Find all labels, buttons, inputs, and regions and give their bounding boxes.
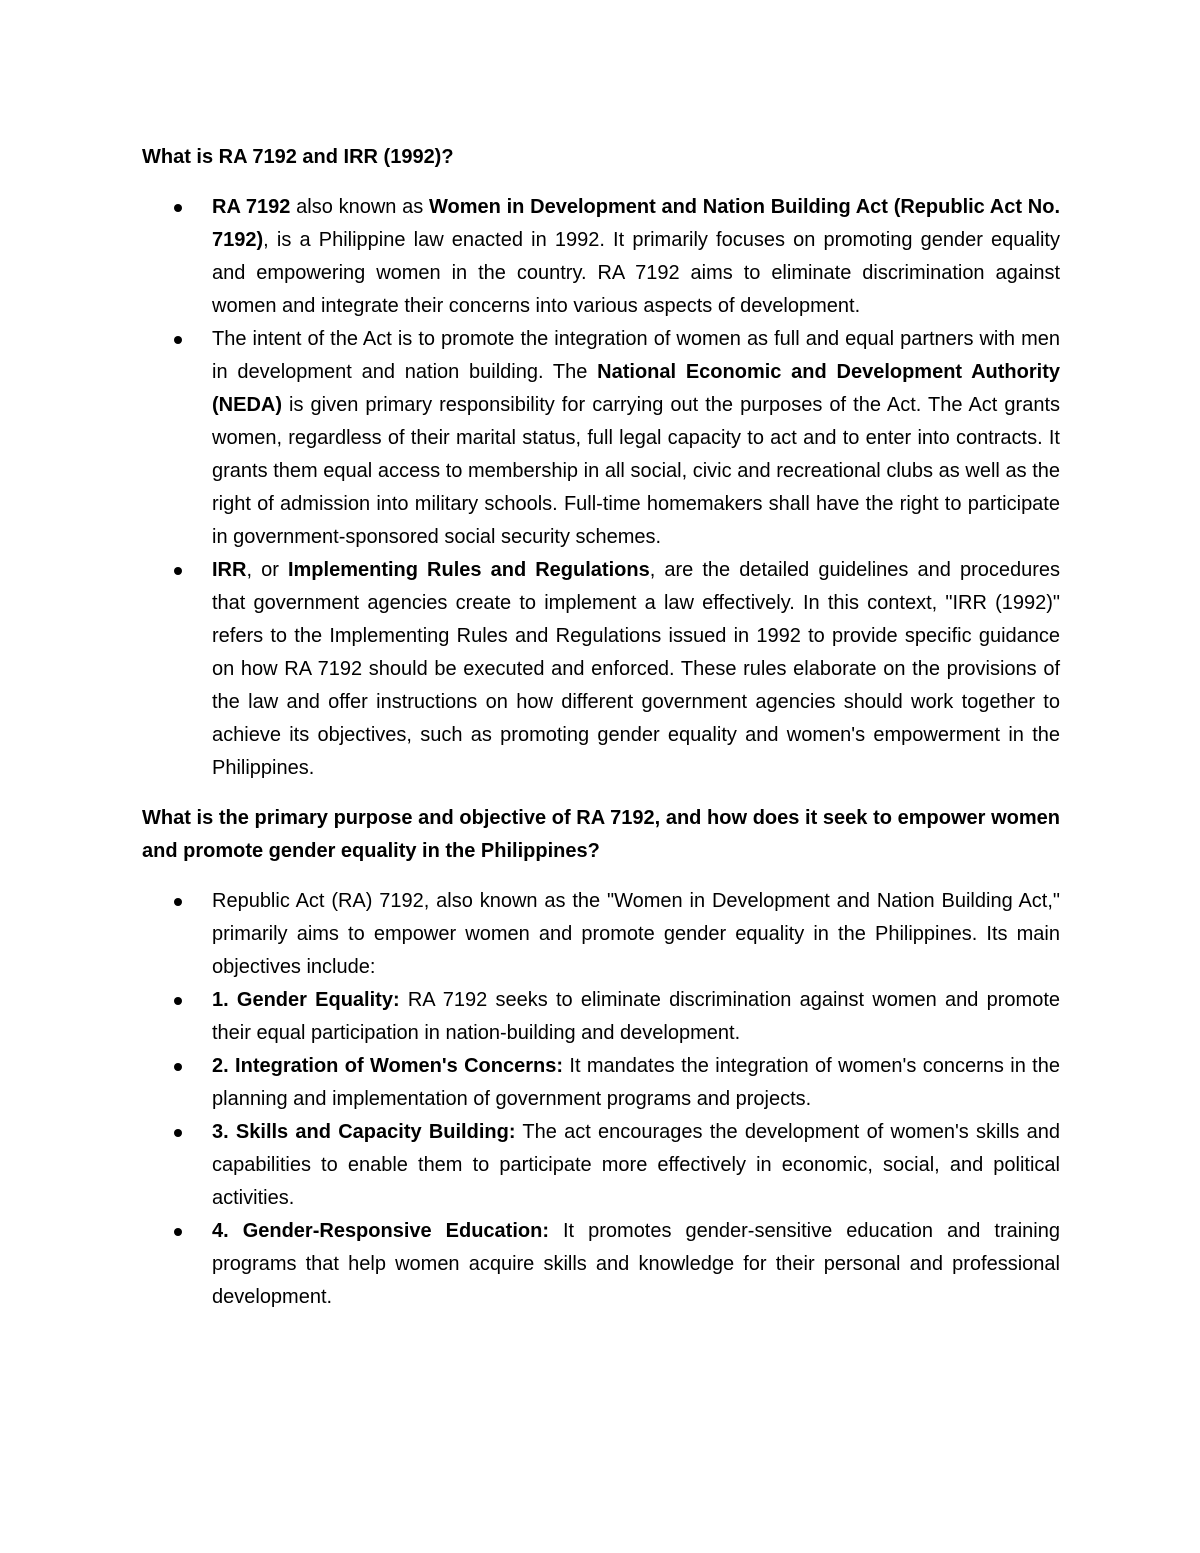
term-irr: IRR (212, 559, 247, 581)
bullet-icon (174, 1228, 182, 1236)
list-item (142, 1215, 1060, 1314)
term-act-name: Women in Development and Nation Building Act (Republic Act No. 7192) (212, 196, 1061, 251)
list-item (142, 554, 1060, 785)
list-item (142, 1116, 1060, 1215)
bullet-icon (174, 567, 182, 575)
objective-label: 3. Skills and Capacity Building: (212, 1121, 516, 1143)
body-text: It mandates the integration of women's concerns in the planning and implementation of government programs and projects. (212, 1055, 1060, 1110)
body-text: , or (246, 559, 288, 581)
body-text: is given primary responsibility for carrying out the purposes of the Act. The Act grants women, regardless of their marital status, full legal capacity to act and to enter into contracts. It grants them equal access to membership in all social, civic and recreational clubs as well as the right of admission into military schools. Full-time homemakers shall have the right to participate in government-sponsored social security schemes. (212, 394, 1060, 548)
objective-label: 4. Gender-Responsive Education: (212, 1220, 549, 1242)
body-text: RA 7192 seeks to eliminate discrimination against women and promote their equal participation in nation-building and development. (212, 989, 1060, 1044)
body-text: It promotes gender-sensitive education and training programs that help women acquire skills and knowledge for their personal and professional development. (212, 1220, 1060, 1308)
body-text: , are the detailed guidelines and procedures that government agencies create to implement a law effectively. In this context, "IRR (1992)" refers to the Implementing Rules and Regulations issued in 1992 to provide specific guidance on how RA 7192 should be executed and enforced. These rules elaborate on the provisions of the law and offer instructions on how different government agencies should work together to achieve its objectives, such as promoting gender equality and women's empowerment in the Philippines. (212, 559, 1061, 779)
question-1-bullet-list (142, 191, 1060, 785)
bullet-icon (174, 997, 182, 1005)
question-1-heading: What is RA 7192 and IRR (1992)? (142, 146, 454, 168)
bullet-icon (174, 1129, 182, 1137)
list-item (142, 323, 1060, 554)
bullet-icon (174, 204, 182, 212)
body-text: also known as (290, 196, 430, 218)
question-2-bullet-list (142, 885, 1060, 1314)
bullet-icon (174, 336, 182, 344)
bullet-icon (174, 898, 182, 906)
list-item (142, 885, 1060, 984)
list-item (142, 984, 1060, 1050)
question-2-heading: What is the primary purpose and objective of RA 7192, and how does it seek to empower women and promote gender equality in the Philippines? (142, 807, 1060, 862)
document-body (142, 141, 1060, 1314)
objective-label: 1. Gender Equality: (212, 989, 400, 1011)
list-item (142, 191, 1060, 323)
bullet-icon (174, 1063, 182, 1071)
list-item (142, 1050, 1060, 1116)
body-text: , is a Philippine law enacted in 1992. It primarily focuses on promoting gender equality and empowering women in the country. RA 7192 aims to eliminate discrimination against women and integrate their concerns into various aspects of development. (212, 229, 1060, 317)
objective-label: 2. Integration of Women's Concerns: (212, 1055, 564, 1077)
term-ra-7192: RA 7192 (212, 196, 291, 218)
term-irr-full: Implementing Rules and Regulations (287, 559, 650, 581)
term-neda: National Economic and Development Authority (NEDA) (212, 361, 1060, 416)
body-text: Republic Act (RA) 7192, also known as the "Women in Development and Nation Building Act," primarily aims to empower women and promote gender equality in the Philippines. Its main objectives include: (212, 890, 1060, 978)
body-text: The intent of the Act is to promote the integration of women as full and equal partners with men in development and nation building. The (212, 328, 1060, 383)
body-text: The act encourages the development of women's skills and capabilities to enable them to participate more effectively in economic, social, and political activities. (212, 1121, 1060, 1209)
